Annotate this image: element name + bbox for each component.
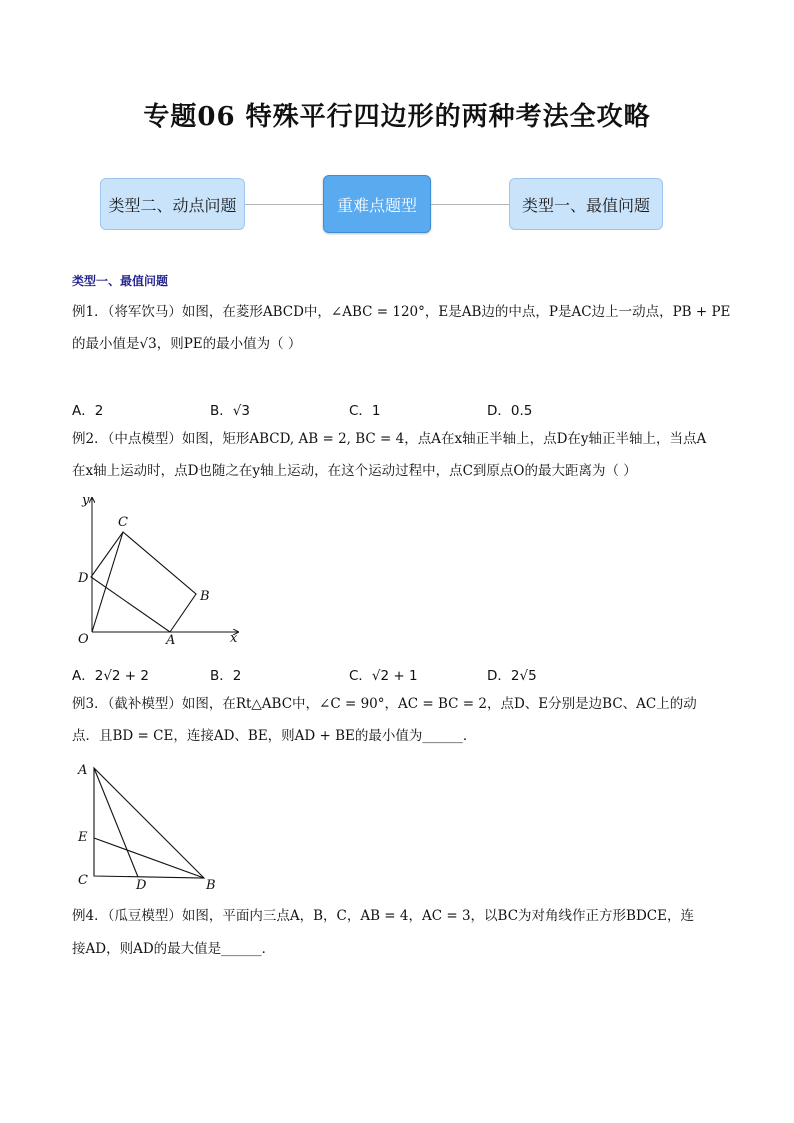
ex3-figure <box>72 758 232 893</box>
ex3-label-c: C <box>78 873 88 888</box>
ex2-segment-oc <box>92 532 123 632</box>
diagram-connector-left <box>245 204 323 205</box>
ex3-line2: 点．且BD = CE，连接AD、BE，则AD + BE的最小值为______． <box>72 728 477 744</box>
ex3-triangle <box>94 768 204 878</box>
ex2-label-b: B <box>200 589 210 604</box>
ex3-label-e: E <box>78 830 88 845</box>
ex3-label-b: B <box>206 878 216 893</box>
ex3-segment-be <box>94 838 204 878</box>
ex4-line2: 接AD，则AD的最大值是______． <box>72 941 276 957</box>
ex3-segment-ad <box>94 768 138 877</box>
ex1-option-c: C．1 <box>349 403 381 419</box>
ex1-line2: 的最小值是√3，则PE的最小值为（ ） <box>72 336 302 352</box>
ex2-figure <box>70 492 250 652</box>
diagram-connector-right <box>431 204 509 205</box>
ex2-option-d: D．2√5 <box>487 668 537 684</box>
ex3-line1: 例3．（截补模型）如图，在Rt△ABC中，∠C = 90°，AC = BC = 2，点D、E分别是边BC、AC上的动 <box>72 696 697 712</box>
ex2-label-a: A <box>166 633 176 648</box>
ex2-line1: 例2．（中点模型）如图，矩形ABCD, AB = 2, BC = 4，点A在x轴正半轴上，点D在y轴正半轴上，当点A <box>72 431 707 447</box>
ex2-label-c: C <box>118 515 128 530</box>
ex1-option-a: A．2 <box>72 403 104 419</box>
diagram-node-left: 类型二、动点问题 <box>100 178 245 230</box>
page-title: 专题06 特殊平行四边形的两种考法全攻略 <box>143 102 651 132</box>
ex3-label-a: A <box>78 763 88 778</box>
ex2-label-y: y <box>82 493 90 508</box>
ex1-option-b: B．√3 <box>210 403 250 419</box>
ex2-rectangle <box>91 532 196 632</box>
ex2-option-b: B．2 <box>210 668 242 684</box>
ex3-label-d: D <box>136 878 147 893</box>
ex2-label-o: O <box>78 632 89 647</box>
ex2-option-c: C．√2 + 1 <box>349 668 418 684</box>
ex2-option-a: A．2√2 + 2 <box>72 668 149 684</box>
ex2-label-x: x <box>230 631 238 646</box>
ex1-line1: 例1．（将军饮马）如图，在菱形ABCD中，∠ABC = 120°，E是AB边的中点，P是AC边上一动点，PB + PE <box>72 304 731 320</box>
ex1-option-d: D．0.5 <box>487 403 533 419</box>
ex4-line1: 例4．（瓜豆模型）如图，平面内三点A，B，C，AB = 4，AC = 3，以BC为对角线作正方形BDCE，连 <box>72 908 694 924</box>
ex2-label-d: D <box>78 571 89 586</box>
section-heading: 类型一、最值问题 <box>72 274 169 288</box>
diagram-node-right: 类型一、最值问题 <box>509 178 663 230</box>
ex2-line2: 在x轴上运动时，点D也随之在y轴上运动，在这个运动过程中，点C到原点O的最大距离为（ ） <box>72 463 637 479</box>
diagram-node-center: 重难点题型 <box>323 175 431 233</box>
